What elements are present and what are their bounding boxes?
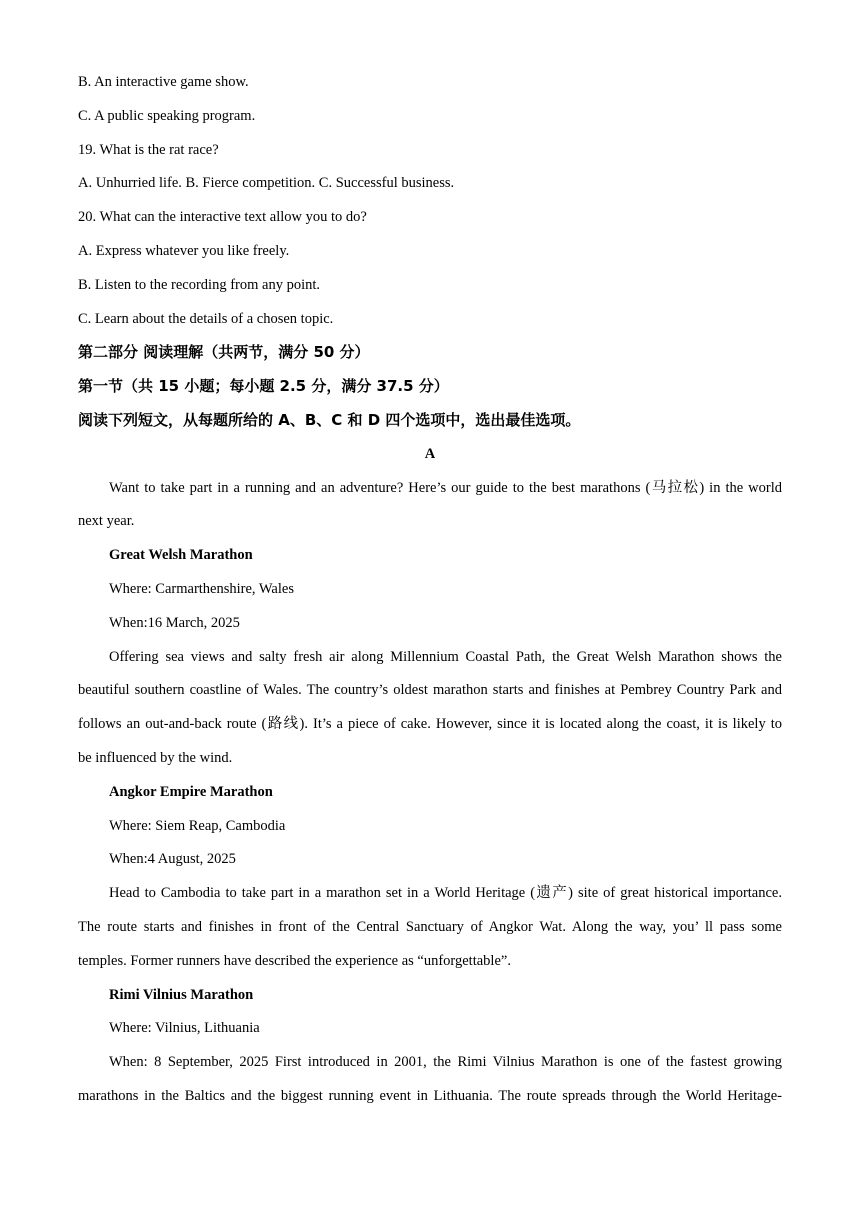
marathon-2-where: Where: Siem Reap, Cambodia <box>109 817 286 834</box>
marathon-1-name: Great Welsh Marathon <box>109 547 253 564</box>
marathon-3-where: Where: Vilnius, Lithuania <box>109 1020 260 1037</box>
reading-instruction: 阅读下列短文，从每题所给的 A、B、C 和 D 四个选项中，选出最佳选项。 <box>78 410 581 429</box>
q20-question: 20. What can the interactive text allow you to do? <box>78 209 367 226</box>
marathon-2-name: Angkor Empire Marathon <box>109 783 273 800</box>
marathon-1-when: When:16 March, 2025 <box>109 614 240 631</box>
intro-line-1: Want to take part in a running and an adventure? Here’s our guide to the best marathons (马拉松) in the world <box>109 479 782 496</box>
marathon-1-where: Where: Carmarthenshire, Wales <box>109 580 294 597</box>
q20-option-c: C. Learn about the details of a chosen topic. <box>78 310 334 327</box>
marathon-2-body-line-3: temples. Former runners have described the experience as “unforgettable”. <box>78 952 511 969</box>
q19-question: 19. What is the rat race? <box>78 141 219 158</box>
intro-line-2: next year. <box>78 513 135 530</box>
section-subtitle: 第一节（共 15 小题；每小题 2.5 分，满分 37.5 分） <box>78 377 449 396</box>
q18-option-b: B. An interactive game show. <box>78 74 249 90</box>
q18-option-c: C. A public speaking program. <box>78 107 256 124</box>
marathon-3-name: Rimi Vilnius Marathon <box>109 986 254 1003</box>
marathon-3-body-line-2: marathons in the Baltics and the biggest running event in Lithuania. The route spreads through the World Heritage- <box>78 1087 782 1104</box>
q20-option-a: A. Express whatever you like freely. <box>78 242 290 259</box>
q19-options: A. Unhurried life. B. Fierce competition. C. Successful business. <box>78 175 455 192</box>
marathon-2-body-line-2: The route starts and finishes in front of the Central Sanctuary of Angkor Wat. Along the way, you’ ll pass some <box>78 918 782 935</box>
document-page <box>78 66 782 1114</box>
q20-option-b: B. Listen to the recording from any point. <box>78 276 321 293</box>
marathon-2-when: When:4 August, 2025 <box>109 851 236 868</box>
marathon-1-body-line-3: follows an out-and-back route (路线). It’s a piece of cake. However, since it is located along the coast, it is likely to <box>78 716 782 733</box>
marathon-1-body-line-2: beautiful southern coastline of Wales. The country’s oldest marathon starts and finishes at Pembrey Country Park and <box>78 682 782 699</box>
marathon-2-body-line-1: Head to Cambodia to take part in a marathon set in a World Heritage (遗产) site of great historical importance. <box>109 885 782 902</box>
marathon-3-body-line-1: When: 8 September, 2025 First introduced in 2001, the Rimi Vilnius Marathon is one of the fastest growing <box>109 1054 782 1071</box>
marathon-1-body-line-4: be influenced by the wind. <box>78 749 233 766</box>
part-title: 第二部分 阅读理解（共两节，满分 50 分） <box>78 343 370 362</box>
passage-letter: A <box>424 445 436 462</box>
marathon-1-body-line-1: Offering sea views and salty fresh air along Millennium Coastal Path, the Great Welsh Marathon shows the <box>109 648 782 665</box>
